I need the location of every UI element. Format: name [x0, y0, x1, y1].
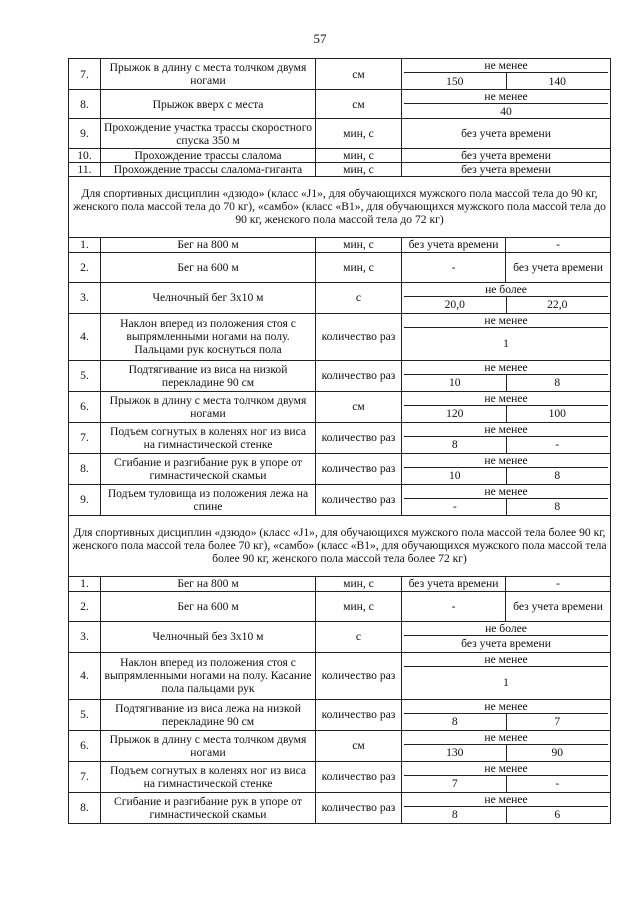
row-number: 8. — [69, 453, 101, 484]
value-pair — [404, 807, 608, 823]
table-row — [69, 621, 611, 652]
norm-header: не менее — [404, 361, 608, 375]
table-row — [69, 313, 611, 360]
value-split — [404, 90, 608, 118]
value-female: 6 — [506, 807, 609, 823]
table-row — [69, 576, 611, 591]
exercise-name: Бег на 600 м — [101, 591, 316, 621]
value-male: 10 — [448, 469, 461, 483]
exercise-name: Подъем согнутых в коленях ног из виса на гимнастической стенке — [101, 761, 316, 792]
norm-header: не менее — [404, 59, 608, 73]
exercise-name: Сгибание и разгибание рук в упоре от гимнастической скамьи — [101, 453, 316, 484]
row-number: 3. — [69, 621, 101, 652]
norm-header: не менее — [404, 731, 608, 745]
value-split — [404, 423, 608, 453]
norm-header: не менее — [404, 793, 608, 807]
value-cell — [402, 484, 611, 515]
unit-cell: количество раз — [316, 484, 402, 515]
exercise-name: Прохождение трассы слалома — [101, 149, 316, 163]
exercise-name: Прыжок в длину с места толчком двумя ногами — [101, 59, 316, 90]
table-row — [69, 422, 611, 453]
table-row — [69, 149, 611, 163]
table-row — [69, 652, 611, 699]
norm-header: не менее — [404, 762, 608, 776]
value-cell — [402, 391, 611, 422]
value-split — [404, 793, 608, 823]
table-row — [69, 761, 611, 792]
row-number: 8. — [69, 90, 101, 119]
norm-header: не менее — [404, 423, 608, 437]
value-female: 140 — [506, 73, 609, 89]
value-male: - — [402, 252, 506, 282]
table-row — [69, 119, 611, 149]
value-split — [404, 314, 608, 360]
row-number: 4. — [69, 313, 101, 360]
value-cell — [402, 792, 611, 823]
value-female: без учета времени — [506, 591, 611, 621]
unit-cell: мин, с — [316, 119, 402, 149]
exercise-name: Сгибание и разгибание рук в упоре от гимнастической скамьи — [101, 792, 316, 823]
table-row — [69, 252, 611, 282]
value-pair — [404, 297, 608, 313]
norm-header: не более — [404, 622, 608, 636]
row-number: 6. — [69, 391, 101, 422]
value-male: - — [402, 591, 506, 621]
unit-cell: см — [316, 59, 402, 90]
exercise-name: Подтягивание из виса лежа на низкой перекладине 90 см — [101, 699, 316, 730]
unit-cell: мин, с — [316, 252, 402, 282]
unit-cell: количество раз — [316, 360, 402, 391]
value-male: 10 — [448, 376, 461, 390]
value-cell — [402, 90, 611, 119]
exercise-name: Прохождение трассы слалома-гиганта — [101, 162, 316, 176]
section-header: Для спортивных дисциплин «дзюдо» (класс «J1», для обучающихся мужского пола массой тела более 90 кг, женского пола массой тела более 70 кг), «самбо» (класс «B1», для обучающихся мужского пола массой тела более 90 кг, женского пола массой тела более 72 кг) — [69, 515, 611, 576]
exercise-name: Бег на 800 м — [101, 576, 316, 591]
unit-cell: количество раз — [316, 761, 402, 792]
norm-header: не более — [404, 283, 608, 297]
value-female: 100 — [506, 406, 609, 422]
norms-table — [68, 58, 611, 824]
exercise-name: Прыжок в длину с места толчком двумя ногами — [101, 391, 316, 422]
value-split — [404, 762, 608, 792]
table-row — [69, 699, 611, 730]
value-male: 8 — [451, 438, 458, 452]
row-number: 7. — [69, 422, 101, 453]
norm-header: не менее — [404, 90, 608, 104]
value-cell — [402, 652, 611, 699]
value-female: 8 — [506, 468, 609, 484]
row-number: 10. — [69, 149, 101, 163]
value-split — [404, 622, 608, 652]
value-male: без учета времени — [402, 576, 506, 591]
row-number: 7. — [69, 59, 101, 90]
row-number: 9. — [69, 484, 101, 515]
table-row — [69, 391, 611, 422]
row-number: 5. — [69, 699, 101, 730]
value-female: 8 — [506, 499, 609, 515]
row-number: 7. — [69, 761, 101, 792]
value-cell — [402, 730, 611, 761]
value-pair — [404, 468, 608, 484]
table-row — [69, 453, 611, 484]
value-pair — [404, 776, 608, 792]
norm-value: 1 — [503, 337, 509, 351]
value-female: - — [506, 776, 609, 792]
norm-value: без учета времени — [461, 637, 551, 651]
value-pair — [404, 73, 608, 89]
section-header-row — [69, 176, 611, 237]
row-number: 3. — [69, 282, 101, 313]
value-split — [404, 283, 608, 313]
unit-cell: мин, с — [316, 237, 402, 252]
value-female: без учета времени — [506, 252, 611, 282]
table-row — [69, 484, 611, 515]
value-cell — [402, 761, 611, 792]
value-cell — [402, 699, 611, 730]
value-female: - — [506, 437, 609, 453]
exercise-name: Наклон вперед из положения стоя с выпрямленными ногами на полу. Касание пола пальцами рук — [101, 652, 316, 699]
exercise-name: Челночный бег 3x10 м — [101, 282, 316, 313]
value-cell: без учета времени — [402, 149, 611, 163]
unit-cell: количество раз — [316, 453, 402, 484]
unit-cell: см — [316, 90, 402, 119]
value-cell — [402, 621, 611, 652]
unit-cell: количество раз — [316, 313, 402, 360]
table-row — [69, 162, 611, 176]
norm-header: не менее — [404, 314, 608, 328]
unit-cell: см — [316, 730, 402, 761]
value-cell — [402, 453, 611, 484]
exercise-name: Бег на 800 м — [101, 237, 316, 252]
norm-header: не менее — [404, 454, 608, 468]
value-pair — [404, 406, 608, 422]
row-number: 2. — [69, 252, 101, 282]
value-male: 8 — [451, 715, 458, 729]
value-pair — [404, 437, 608, 453]
row-number: 8. — [69, 792, 101, 823]
table-row — [69, 59, 611, 90]
exercise-name: Прыжок в длину с места толчком двумя ногами — [101, 730, 316, 761]
value-male: - — [452, 500, 457, 514]
unit-cell: с — [316, 282, 402, 313]
unit-cell: количество раз — [316, 792, 402, 823]
exercise-name: Челночный без 3x10 м — [101, 621, 316, 652]
table-row — [69, 591, 611, 621]
table-row — [69, 360, 611, 391]
value-split — [404, 731, 608, 761]
value-female: - — [506, 237, 611, 252]
exercise-name: Бег на 600 м — [101, 252, 316, 282]
section-header: Для спортивных дисциплин «дзюдо» (класс «J1», для обучающихся мужского пола массой тела до 90 кг, женского пола массой тела до 70 кг), «самбо» (класс «B1», для обучающихся мужского пола массой тела до 90 кг, женского пола массой тела до 72 кг) — [69, 176, 611, 237]
value-male: без учета времени — [402, 237, 506, 252]
value-split — [404, 653, 608, 699]
value-male: 120 — [446, 407, 464, 421]
norm-header: не менее — [404, 653, 608, 667]
value-cell — [402, 422, 611, 453]
norm-header: не менее — [404, 392, 608, 406]
exercise-name: Прохождение участка трассы скоростного спуска 350 м — [101, 119, 316, 149]
value-male: 130 — [446, 746, 464, 760]
exercise-name: Наклон вперед из положения стоя с выпрямленными ногами на полу. Пальцами рук коснуться пола — [101, 313, 316, 360]
value-female: 8 — [506, 375, 609, 391]
row-number: 9. — [69, 119, 101, 149]
row-number: 2. — [69, 591, 101, 621]
table-row — [69, 90, 611, 119]
page-number: 57 — [313, 31, 327, 46]
value-split — [404, 700, 608, 730]
value-male: 150 — [446, 74, 464, 88]
exercise-name: Подъем туловища из положения лежа на спине — [101, 484, 316, 515]
exercise-name: Прыжок вверх с места — [101, 90, 316, 119]
unit-cell: мин, с — [316, 162, 402, 176]
norm-value: 40 — [500, 104, 512, 118]
value-male: 20,0 — [444, 298, 465, 312]
value-female: - — [506, 576, 611, 591]
value-female: 22,0 — [506, 297, 609, 313]
norm-value: 1 — [503, 676, 509, 690]
unit-cell: количество раз — [316, 652, 402, 699]
value-cell — [402, 59, 611, 90]
value-cell: без учета времени — [402, 162, 611, 176]
value-cell — [402, 313, 611, 360]
unit-cell: количество раз — [316, 422, 402, 453]
value-pair — [404, 745, 608, 761]
unit-cell: см — [316, 391, 402, 422]
norm-header: не менее — [404, 485, 608, 499]
value-cell: без учета времени — [402, 119, 611, 149]
row-number: 5. — [69, 360, 101, 391]
unit-cell: мин, с — [316, 149, 402, 163]
unit-cell: количество раз — [316, 699, 402, 730]
row-number: 1. — [69, 576, 101, 591]
row-number: 1. — [69, 237, 101, 252]
section-header-row — [69, 515, 611, 576]
table-row — [69, 237, 611, 252]
exercise-name: Подъем согнутых в коленях ног из виса на гимнастической стенке — [101, 422, 316, 453]
value-pair — [404, 714, 608, 730]
table-row — [69, 792, 611, 823]
table-row — [69, 282, 611, 313]
value-split — [404, 361, 608, 391]
value-split — [404, 454, 608, 484]
value-cell — [402, 282, 611, 313]
norm-header: не менее — [404, 700, 608, 714]
value-male: 7 — [451, 777, 458, 791]
exercise-name: Подтягивание из виса на низкой перекладине 90 см — [101, 360, 316, 391]
value-split — [404, 59, 608, 89]
unit-cell: мин, с — [316, 591, 402, 621]
row-number: 6. — [69, 730, 101, 761]
row-number: 4. — [69, 652, 101, 699]
value-split — [404, 392, 608, 422]
value-male: 8 — [451, 808, 458, 822]
value-pair — [404, 375, 608, 391]
value-female: 90 — [506, 745, 609, 761]
unit-cell: мин, с — [316, 576, 402, 591]
value-cell — [402, 360, 611, 391]
value-pair — [404, 499, 608, 515]
value-female: 7 — [506, 714, 609, 730]
table-row — [69, 730, 611, 761]
unit-cell: с — [316, 621, 402, 652]
value-split — [404, 485, 608, 515]
row-number: 11. — [69, 162, 101, 176]
